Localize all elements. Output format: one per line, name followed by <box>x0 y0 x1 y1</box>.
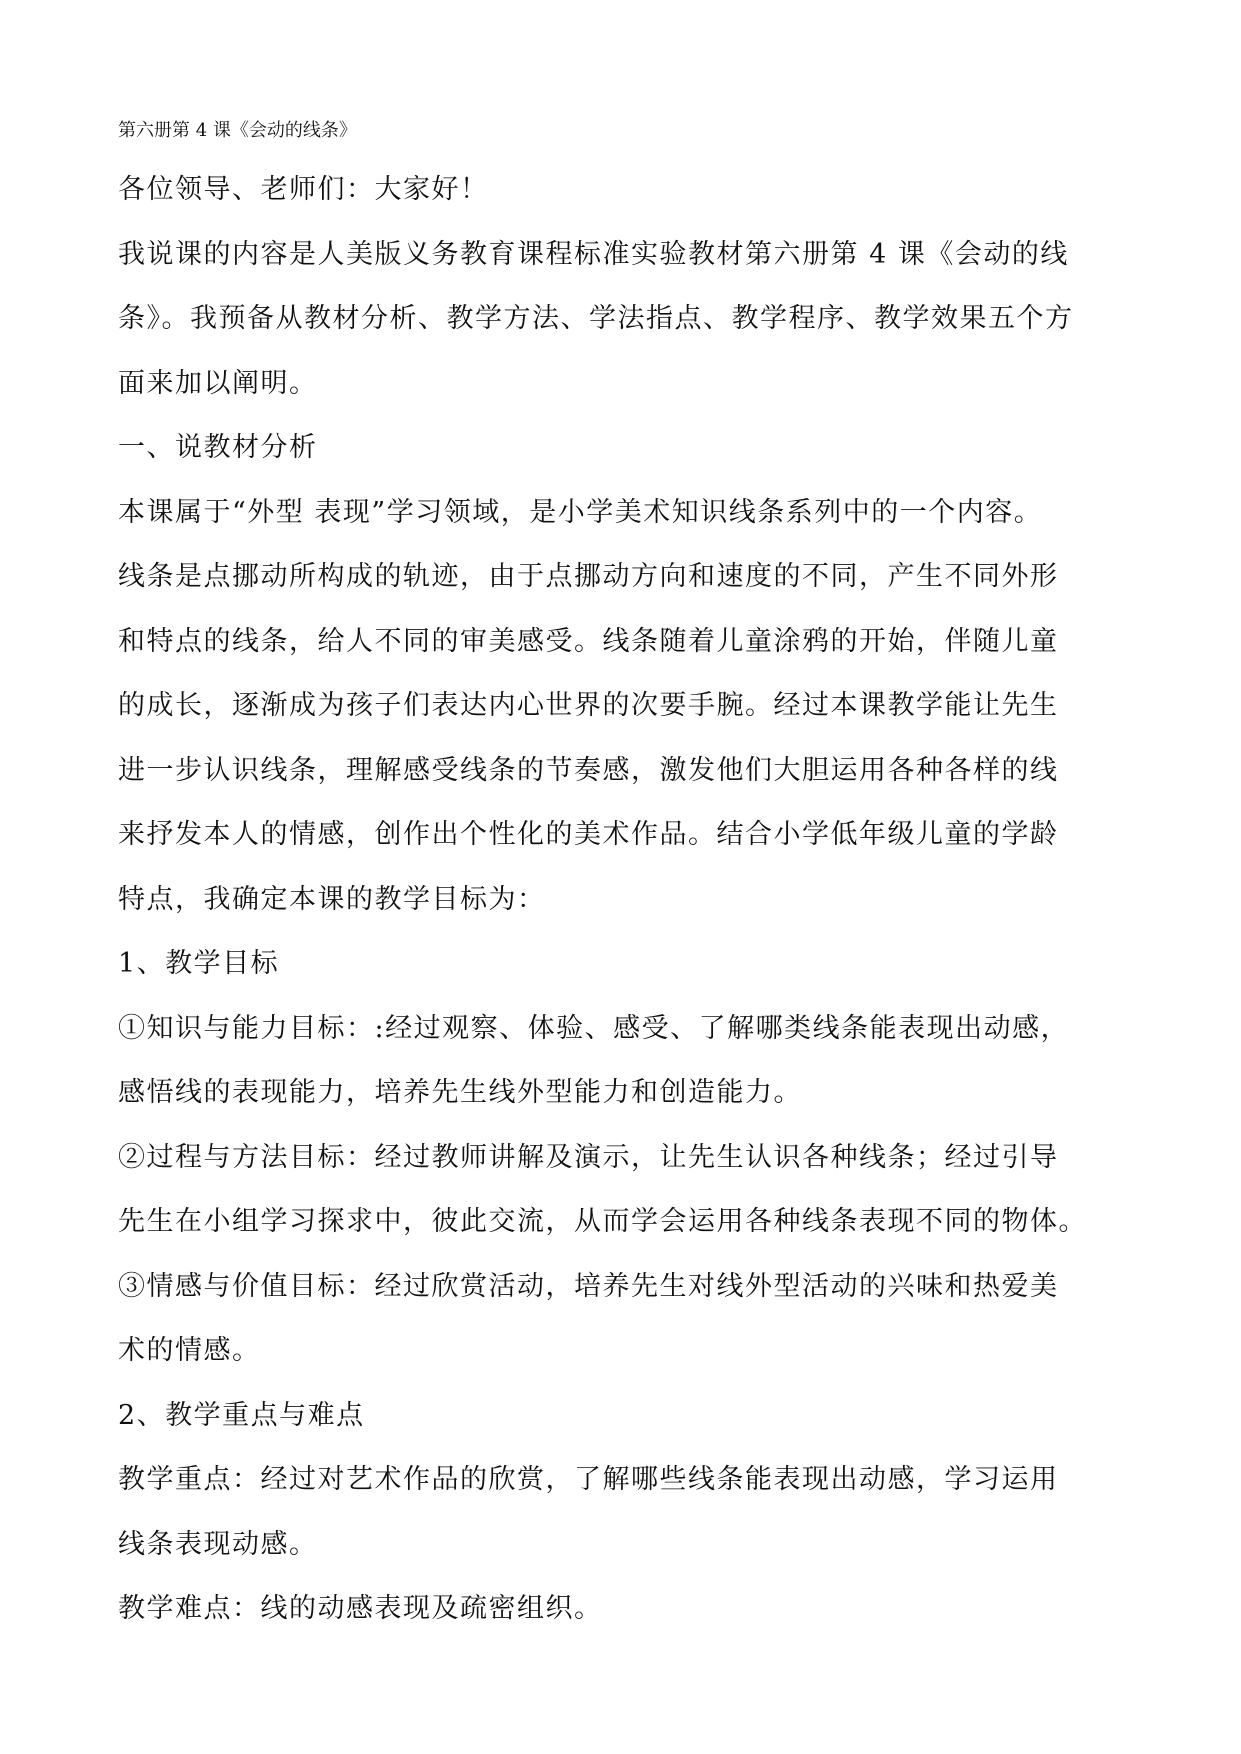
text-line: ②过程与方法目标：经过教师讲解及演示，让先生认识各种线条；经过引导 <box>118 1141 1059 1173</box>
text-line: 术的情感。 <box>118 1335 261 1366</box>
text-line: 特点，我确定本课的教学目标为： <box>118 883 546 915</box>
text-line: 各位领导、老师们：大家好！ <box>118 174 489 205</box>
text-line: ③情感与价值目标：经过欣赏活动，培养先生对线外型活动的兴味和热爱美 <box>118 1270 1059 1302</box>
text-line: 和特点的线条，给人不同的审美感受。线条随着儿童涂鸦的开始，伴随儿童 <box>118 625 1059 657</box>
text-line: 线条表现动感。 <box>118 1528 318 1560</box>
body-text <box>118 158 1128 1642</box>
text-line: 感悟线的表现能力，培养先生线外型能力和创造能力。 <box>118 1077 802 1108</box>
text-line: 进一步认识线条，理解感受线条的节奏感，激发他们大胆运用各种各样的线 <box>118 754 1059 786</box>
subsection-heading: 2、教学重点与难点 <box>118 1399 365 1431</box>
text-line: 我说课的内容是人美版义务教育课程标准实验教材第六册第 4 课《会动的线 <box>118 238 1069 270</box>
text-line: 面来加以阐明。 <box>118 367 318 399</box>
text-line: 来抒发本人的情感，创作出个性化的美术作品。结合小学低年级儿童的学龄 <box>118 819 1059 850</box>
text-line: 教学重点：经过对艺术作品的欣赏，了解哪些线条能表现出动感，学习运用 <box>118 1464 1059 1495</box>
page-header: 第六册第 4 课《会动的线条》 <box>118 120 357 141</box>
text-line: 本课属于“外型 表现”学习领域，是小学美术知识线条系列中的一个内容。 <box>118 496 1043 528</box>
text-line: 先生在小组学习探求中，彼此交流，从而学会运用各种线条表现不同的物体。 <box>118 1206 1087 1237</box>
subsection-heading: 1、教学目标 <box>118 948 280 979</box>
text-line: 线条是点挪动所构成的轨迹，由于点挪动方向和速度的不同，产生不同外形 <box>118 561 1059 592</box>
text-line: 条》。我预备从教材分析、教学方法、学法指点、教学程序、教学效果五个方 <box>118 303 1074 334</box>
text-line: ①知识与能力目标：:经过观察、体验、感受、了解哪类线条能表现出动感， <box>118 1012 1070 1044</box>
section-heading: 一、说教材分析 <box>118 432 318 463</box>
text-line: 的成长，逐渐成为孩子们表达内心世界的次要手腕。经过本课教学能让先生 <box>118 690 1059 721</box>
text-line: 教学难点：线的动感表现及疏密组织。 <box>118 1593 603 1624</box>
